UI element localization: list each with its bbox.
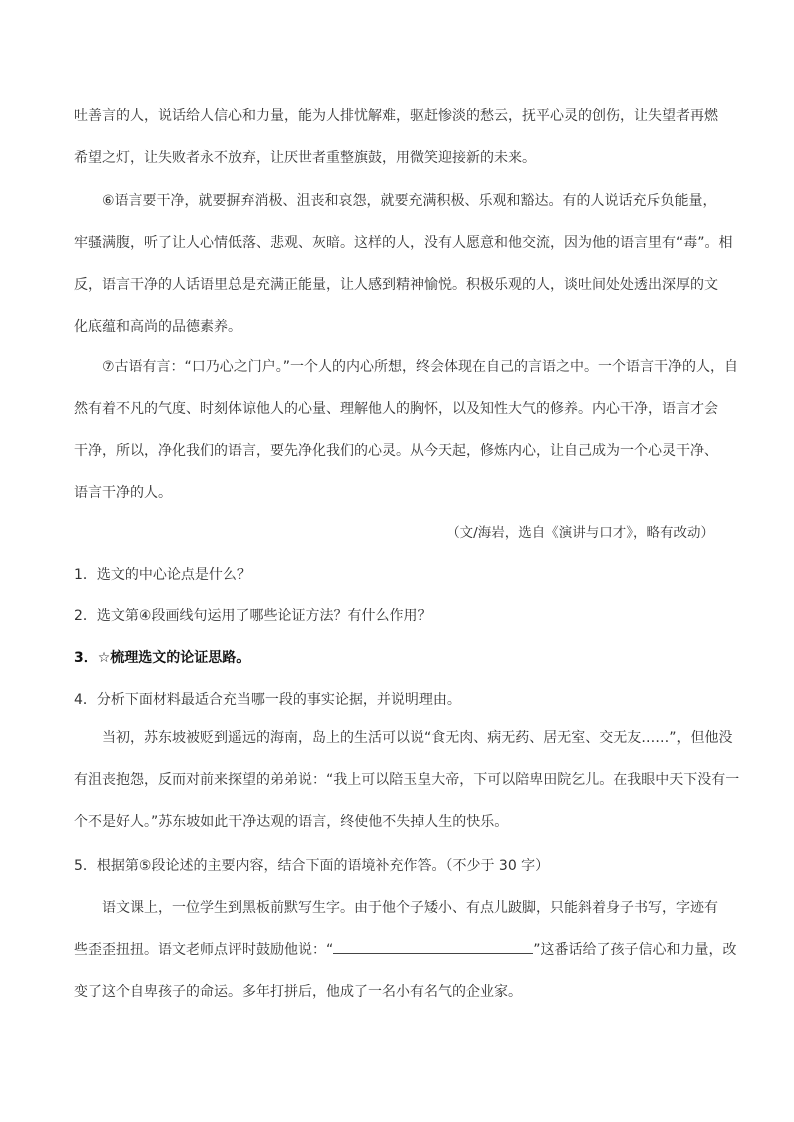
text-line: 语文课上，一位学生到黑板前默写生字。由于他个子矮小、有点儿跛脚，只能斜着身子书写，字迹有 — [102, 900, 718, 916]
text-line: 吐善言的人，说话给人信心和力量，能为人排忧解难，驱赶惨淡的愁云，抚平心灵的创伤，让失望者再燃 — [74, 108, 718, 124]
question-1: 1．选文的中心论点是什么？ — [74, 567, 251, 583]
text-line — [74, 929, 737, 971]
context-text-before-blank: 些歪歪扭扭。语文老师点评时鼓励他说：“ — [74, 942, 334, 958]
text-line: ⑥语言要干净，就要摒弃消极、沮丧和哀怨，就要充满积极、乐观和豁达。有的人说话充斥负能量， — [102, 193, 717, 209]
text-line: 语言干净的人。 — [74, 485, 172, 501]
text-line: 然有着不凡的气度、时刻体谅他人的心量、理解他人的胸怀，以及知性大气的修养。内心干净，语言才会 — [74, 401, 718, 417]
text-line: 干净，所以，净化我们的语言，要先净化我们的心灵。从今天起，修炼内心，让自己成为一个心灵干净、 — [74, 443, 718, 459]
question-5: 5．根据第⑤段论述的主要内容，结合下面的语境补充作答。（不少于 30 字） — [74, 858, 550, 874]
passage-paragraph-continued — [74, 95, 726, 179]
text-line: 变了这个自卑孩子的命运。多年打拼后，他成了一名小有名气的企业家。 — [74, 984, 522, 1000]
passage-paragraph-6 — [74, 180, 733, 348]
answer-blank[interactable] — [333, 939, 533, 954]
text-line: 个不是好人。”苏东坡如此干净达观的语言，终使他不失掉人生的快乐。 — [74, 814, 509, 830]
text-line: ⑦古语有言：“口乃心之门户。”一个人的内心所想，终会体现在自己的言语之中。一个语言干净的人，自 — [102, 359, 739, 375]
question-3: 3．☆梳理选文的论证思路。 — [74, 650, 251, 666]
context-text-after-blank: ”这番话给了孩子信心和力量，改 — [533, 942, 737, 958]
question-4-material — [74, 717, 740, 843]
question-2: 2．选文第④段画线句运用了哪些论证方法？有什么作用？ — [74, 608, 432, 624]
text-line: 化底蕴和高尚的品德素养。 — [74, 319, 242, 335]
question-5-context — [74, 887, 737, 1013]
text-line: 有沮丧抱怨，反而对前来探望的弟弟说：“我上可以陪玉皇大帝，下可以陪卑田院乞儿。在我眼中天下没有一 — [74, 772, 740, 788]
question-4: 4．分析下面材料最适合充当哪一段的事实论据，并说明理由。 — [74, 692, 461, 708]
source-citation: （文/海岩，选自《演讲与口才》，略有改动） — [446, 525, 714, 541]
text-line: 牢骚满腹，听了让人心情低落、悲观、灰暗。这样的人，没有人愿意和他交流，因为他的语言里有“毒”。相 — [74, 235, 733, 251]
passage-paragraph-7 — [74, 346, 739, 514]
text-line: 希望之灯，让失败者永不放弃，让厌世者重整旗鼓，用微笑迎接新的未来。 — [74, 150, 536, 166]
text-line: 反，语言干净的人话语里总是充满正能量，让人感到精神愉悦。积极乐观的人，谈吐间处处透出深厚的文 — [74, 277, 718, 293]
text-line: 当初，苏东坡被贬到遥远的海南，岛上的生活可以说“食无肉、病无药、居无室、交无友……”，但他没 — [102, 730, 733, 746]
